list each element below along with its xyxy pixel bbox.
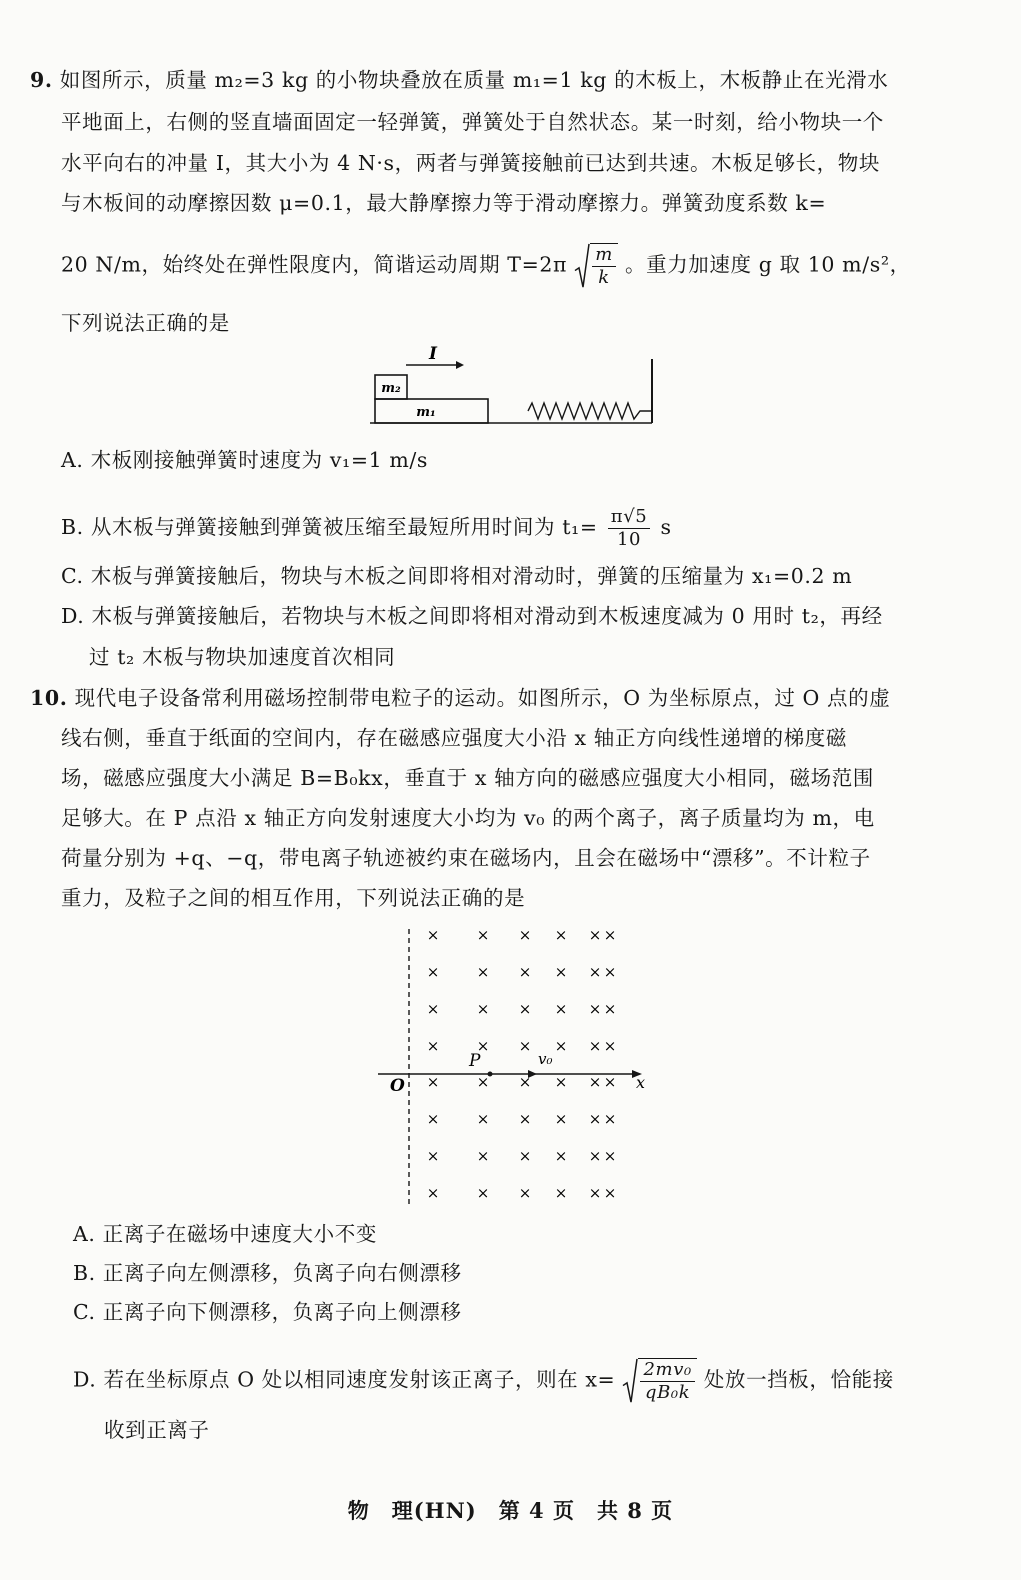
q10-text-line-1 xyxy=(30,684,890,712)
q9-stem-5b: 。重力加速度 g 取 10 m/s²， xyxy=(625,252,911,277)
q10-option-d-1[interactable] xyxy=(73,1358,894,1404)
q10-option-c[interactable]: C. 正离子向下侧漂移，负离子向上侧漂移 xyxy=(73,1300,462,1324)
q9-stem-4: 与木板间的动摩擦因数 μ=0.1，最大静摩擦力等于滑动摩擦力。弹簧劲度系数 k= xyxy=(61,191,827,215)
time-numerator: π√5 xyxy=(608,506,651,529)
field-cross-icon: × xyxy=(588,1000,602,1018)
origin-label: O xyxy=(390,1076,405,1096)
field-cross-icon: × xyxy=(518,1000,532,1018)
radical-sign-icon xyxy=(622,1358,638,1404)
field-cross-icon: × xyxy=(554,1037,568,1055)
field-cross-icon: × xyxy=(603,1073,617,1091)
field-cross-icon: × xyxy=(476,1147,490,1165)
field-cross-icon: × xyxy=(588,926,602,944)
field-cross-icon: × xyxy=(476,1110,490,1128)
q10-stem-5: 荷量分别为 +q、−q，带电离子轨迹被约束在磁场内，且会在磁场中“漂移”。不计粒子 xyxy=(61,846,871,870)
field-cross-icon: × xyxy=(554,1073,568,1091)
x-axis-label: x xyxy=(636,1073,646,1092)
field-cross-icon: × xyxy=(476,1037,490,1055)
q10-number: 10. xyxy=(30,686,68,710)
field-cross-icon: × xyxy=(588,963,602,981)
field-cross-icon: × xyxy=(554,1000,568,1018)
period-sqrt xyxy=(574,243,618,289)
field-cross-icon: × xyxy=(554,1110,568,1128)
field-cross-icon: × xyxy=(426,1073,440,1091)
spring xyxy=(528,403,652,419)
q10-stem-4: 足够大。在 P 点沿 x 轴正方向发射速度大小均为 v₀ 的两个离子，离子质量均为 m，电 xyxy=(61,806,875,830)
q10-option-a[interactable]: A. 正离子在磁场中速度大小不变 xyxy=(73,1222,377,1246)
field-cross-icon: × xyxy=(426,1110,440,1128)
q10-figure xyxy=(370,925,650,1210)
p-label: P xyxy=(469,1051,481,1071)
field-cross-icon: × xyxy=(476,963,490,981)
field-cross-icon: × xyxy=(588,1110,602,1128)
m2-label: m₂ xyxy=(381,381,401,396)
q10-stem-2: 线右侧，垂直于纸面的空间内，存在磁感应强度大小沿 x 轴正方向线性递增的梯度磁 xyxy=(61,726,847,750)
q10-stem-6: 重力，及粒子之间的相互作用，下列说法正确的是 xyxy=(61,886,526,910)
field-cross-icon: × xyxy=(426,1147,440,1165)
q9-option-d-2: 过 t₂ 木板与物块加速度首次相同 xyxy=(89,645,396,669)
m1-label: m₁ xyxy=(416,405,436,420)
distance-denominator: qB₀k xyxy=(644,1382,691,1403)
q9-option-b-unit: s xyxy=(660,515,672,539)
radical-sign-icon xyxy=(574,243,590,289)
field-cross-icon: × xyxy=(426,1037,440,1055)
field-cross-icon: × xyxy=(518,1073,532,1091)
q9-stem-5a: 20 N/m，始终处在弹性限度内，简谐运动周期 T=2π xyxy=(61,252,568,277)
field-cross-icon: × xyxy=(518,1110,532,1128)
field-cross-icon: × xyxy=(554,926,568,944)
field-cross-icon: × xyxy=(554,1147,568,1165)
time-denominator: 10 xyxy=(617,529,642,550)
field-cross-icon: × xyxy=(518,1147,532,1165)
field-cross-icon: × xyxy=(588,1147,602,1165)
field-cross-icon: × xyxy=(603,1147,617,1165)
q9-number: 9. xyxy=(30,68,53,92)
q9-option-d-1[interactable]: D. 木板与弹簧接触后，若物块与木板之间即将相对滑动到木板速度减为 0 用时 t₂，再经 xyxy=(61,604,883,628)
sqrt-denominator: k xyxy=(598,267,610,288)
q9-figure xyxy=(360,345,670,430)
q9-option-c[interactable]: C. 木板与弹簧接触后，物块与木板之间即将相对滑动时，弹簧的压缩量为 x₁=0.2 m xyxy=(61,564,853,588)
q10-option-d-rest: 处放一挡板，恰能接 xyxy=(703,1367,894,1392)
q10-option-b[interactable]: B. 正离子向左侧漂移，负离子向右侧漂移 xyxy=(73,1261,462,1285)
field-cross-icon: × xyxy=(554,963,568,981)
q9-stem-5 xyxy=(61,243,911,289)
q9-option-b-text: B. 从木板与弹簧接触到弹簧被压缩至最短所用时间为 t₁= xyxy=(61,515,598,539)
q10-option-d-text: D. 若在坐标原点 O 处以相同速度发射该正离子，则在 x= xyxy=(73,1367,616,1392)
field-cross-icon: × xyxy=(603,963,617,981)
field-cross-icon: × xyxy=(518,1184,532,1202)
distance-sqrt xyxy=(622,1358,696,1404)
q9-stem-6: 下列说法正确的是 xyxy=(61,311,230,335)
field-cross-icon: × xyxy=(554,1184,568,1202)
page-footer: 物 理(HN) 第 4 页 共 8 页 xyxy=(347,1498,674,1523)
field-cross-icon: × xyxy=(426,1000,440,1018)
field-cross-icon: × xyxy=(426,963,440,981)
q9-stem-3: 水平向右的冲量 I，其大小为 4 N·s，两者与弹簧接触前已达到共速。木板足够长，物块 xyxy=(61,151,880,175)
field-cross-icon: × xyxy=(603,1184,617,1202)
field-cross-icon: × xyxy=(476,926,490,944)
q10-option-d-2: 收到正离子 xyxy=(104,1418,210,1442)
field-cross-icon: × xyxy=(476,1073,490,1091)
sqrt-numerator: m xyxy=(592,244,616,267)
field-cross-icon: × xyxy=(588,1184,602,1202)
field-cross-icon: × xyxy=(603,1000,617,1018)
arrowhead-icon xyxy=(456,361,464,369)
field-cross-icon: × xyxy=(518,926,532,944)
q9-option-b[interactable] xyxy=(61,506,672,551)
field-cross-icon: × xyxy=(603,926,617,944)
field-cross-icon: × xyxy=(426,1184,440,1202)
field-cross-icon: × xyxy=(518,963,532,981)
field-cross-icon: × xyxy=(518,1037,532,1055)
field-cross-icon: × xyxy=(603,1037,617,1055)
magnetic-field-crosses xyxy=(427,926,617,1202)
q10-stem-3: 场，磁感应强度大小满足 B=B₀kx，垂直于 x 轴方向的磁感应强度大小相同，磁场范围 xyxy=(61,766,874,790)
field-cross-icon: × xyxy=(588,1037,602,1055)
q9-stem-2: 平地面上，右侧的竖直墙面固定一轻弹簧，弹簧处于自然状态。某一时刻，给小物块一个 xyxy=(61,110,884,134)
velocity-label: v₀ xyxy=(538,1050,553,1068)
impulse-label: I xyxy=(429,345,437,364)
field-cross-icon: × xyxy=(588,1073,602,1091)
q9-stem-1: 如图所示，质量 m₂=3 kg 的小物块叠放在质量 m₁=1 kg 的木板上，木板静止在光滑水 xyxy=(59,68,889,92)
field-cross-icon: × xyxy=(426,926,440,944)
q9-text-line-1 xyxy=(30,66,888,94)
time-fraction xyxy=(608,506,651,551)
field-cross-icon: × xyxy=(603,1110,617,1128)
q9-option-a[interactable]: A. 木板刚接触弹簧时速度为 v₁=1 m/s xyxy=(61,448,429,472)
field-cross-icon: × xyxy=(476,1184,490,1202)
q10-stem-1: 现代电子设备常利用磁场控制带电粒子的运动。如图所示，O 为坐标原点，过 O 点的虚 xyxy=(74,686,891,710)
distance-numerator: 2mv₀ xyxy=(640,1359,694,1382)
field-cross-icon: × xyxy=(476,1000,490,1018)
